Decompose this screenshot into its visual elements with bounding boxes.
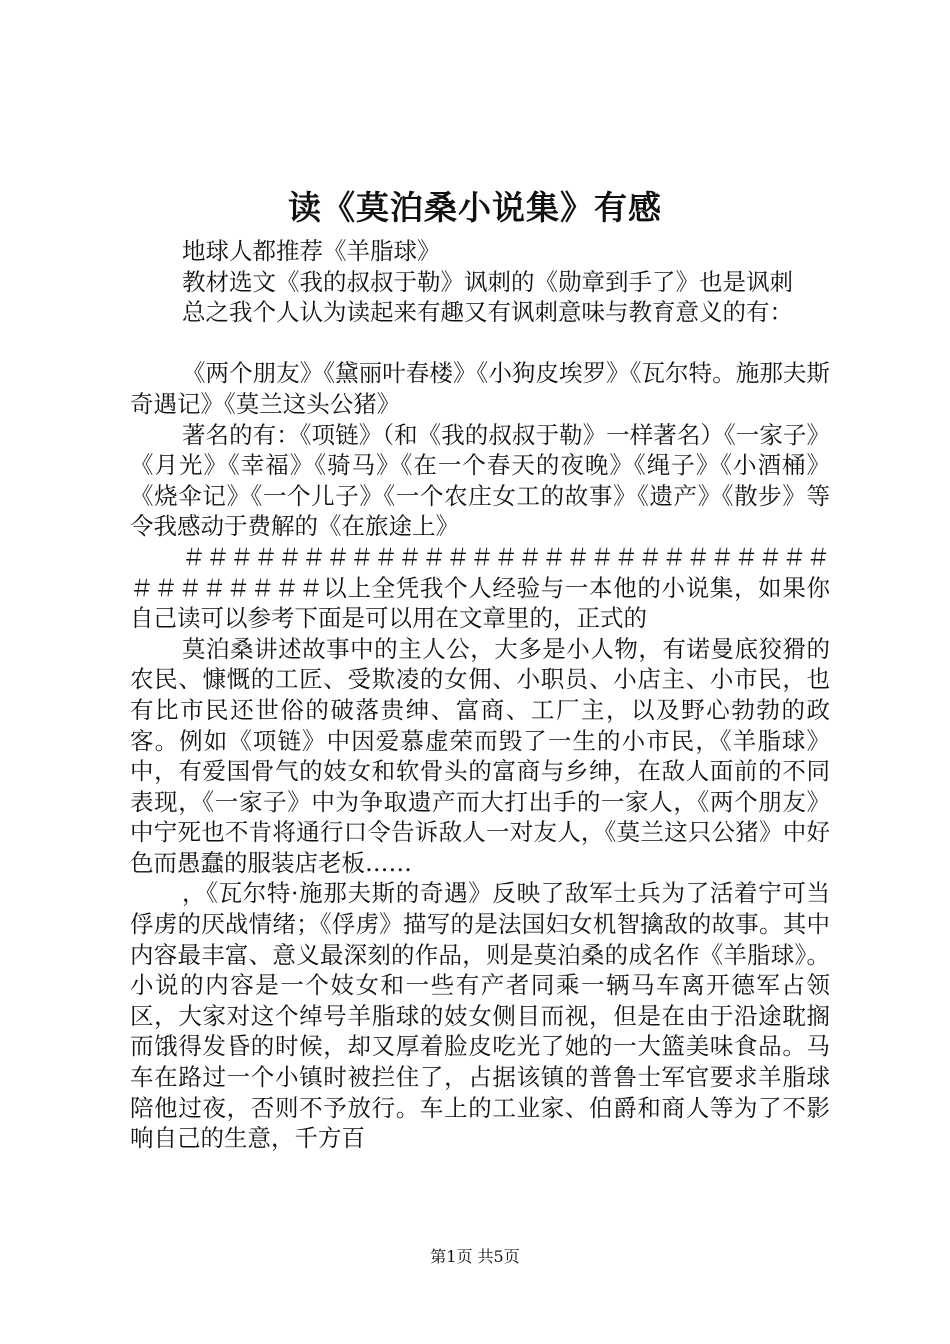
paragraph-boule-de-suif: ，《瓦尔特·施那夫斯的奇遇》反映了敌军士兵为了活着宁可当俘虏的厌战情绪；《俘虏》描写的是法国妇女机智擒敌的故事。其中内容最丰富、意义最深刻的作品，则是莫泊桑的成名作《羊脂球》。小说的内容是一个妓女和一些有产者同乘一辆马车离开德军占领区，大家对这个绰号羊脂球的妓女侧目而视，但是在由于沿途耽搁而饿得发昏的时候，却又厚着脸皮吃光了她的一大篮美味食品。马车在路过一个小镇时被拦住了，占据该镇的普鲁士军官要求羊脂球陪他过夜，否则不予放行。车上的工业家、伯爵和商人等为了不影响自己的生意，千方百 bbox=[130, 879, 830, 1153]
document-body bbox=[130, 236, 830, 1154]
paragraph-famous-list: 著名的有：《项链》（和《我的叔叔于勒》一样著名）《一家子》《月光》《幸福》《骑马》《在一个春天的夜晚》《绳子》《小酒桶》《烧伞记》《一个儿子》《一个农庄女工的故事》《遗产》《散步》等令我感动于费解的《在旅途上》 bbox=[130, 420, 830, 541]
paragraph-textbook-selection: 教材选文《我的叔叔于勒》讽刺的《勋章到手了》也是讽刺 bbox=[182, 267, 793, 296]
paragraph-summary-intro: 总之我个人认为读起来有趣又有讽刺意味与教育意义的有： bbox=[182, 298, 793, 327]
blank-line bbox=[130, 328, 830, 359]
paragraph-separator-note: ＃＃＃＃＃＃＃＃＃＃＃＃＃＃＃＃＃＃＃＃＃＃＃＃＃＃＃＃＃＃＃＃＃＃＃以上全凭我个人经验与一本他的小说集，如果你自己读可以参考下面是可以用在文章里的，正式的 bbox=[130, 542, 830, 633]
page-title: 读《莫泊桑小说集》有感 bbox=[288, 188, 662, 227]
paragraph-interesting-list: 《两个朋友》《黛丽叶春楼》《小狗皮埃罗》《瓦尔特。施那夫斯奇遇记》《莫兰这头公猪》 bbox=[130, 359, 830, 418]
paragraph-characters: 莫泊桑讲述故事中的主人公，大多是小人物，有诺曼底狡猾的农民、慷慨的工匠、受欺凌的女佣、小职员、小店主、小市民，也有比市民还世俗的破落贵绅、富商、工厂主，以及野心勃勃的政客。例如《项链》中因爱慕虚荣而毁了一生的小市民，《羊脂球》中，有爱国骨气的妓女和软骨头的富商与乡绅，在敌人面前的不同表现，《一家子》中为争取遗产而大打出手的一家人，《两个朋友》中宁死也不肯将通行口令告诉敌人一对友人，《莫兰这只公猪》中好色而愚蠢的服装店老板…… bbox=[130, 634, 830, 877]
page-number-footer: 第1页 共5页 bbox=[430, 1247, 520, 1266]
paragraph-recommendation: 地球人都推荐《羊脂球》 bbox=[182, 237, 441, 265]
